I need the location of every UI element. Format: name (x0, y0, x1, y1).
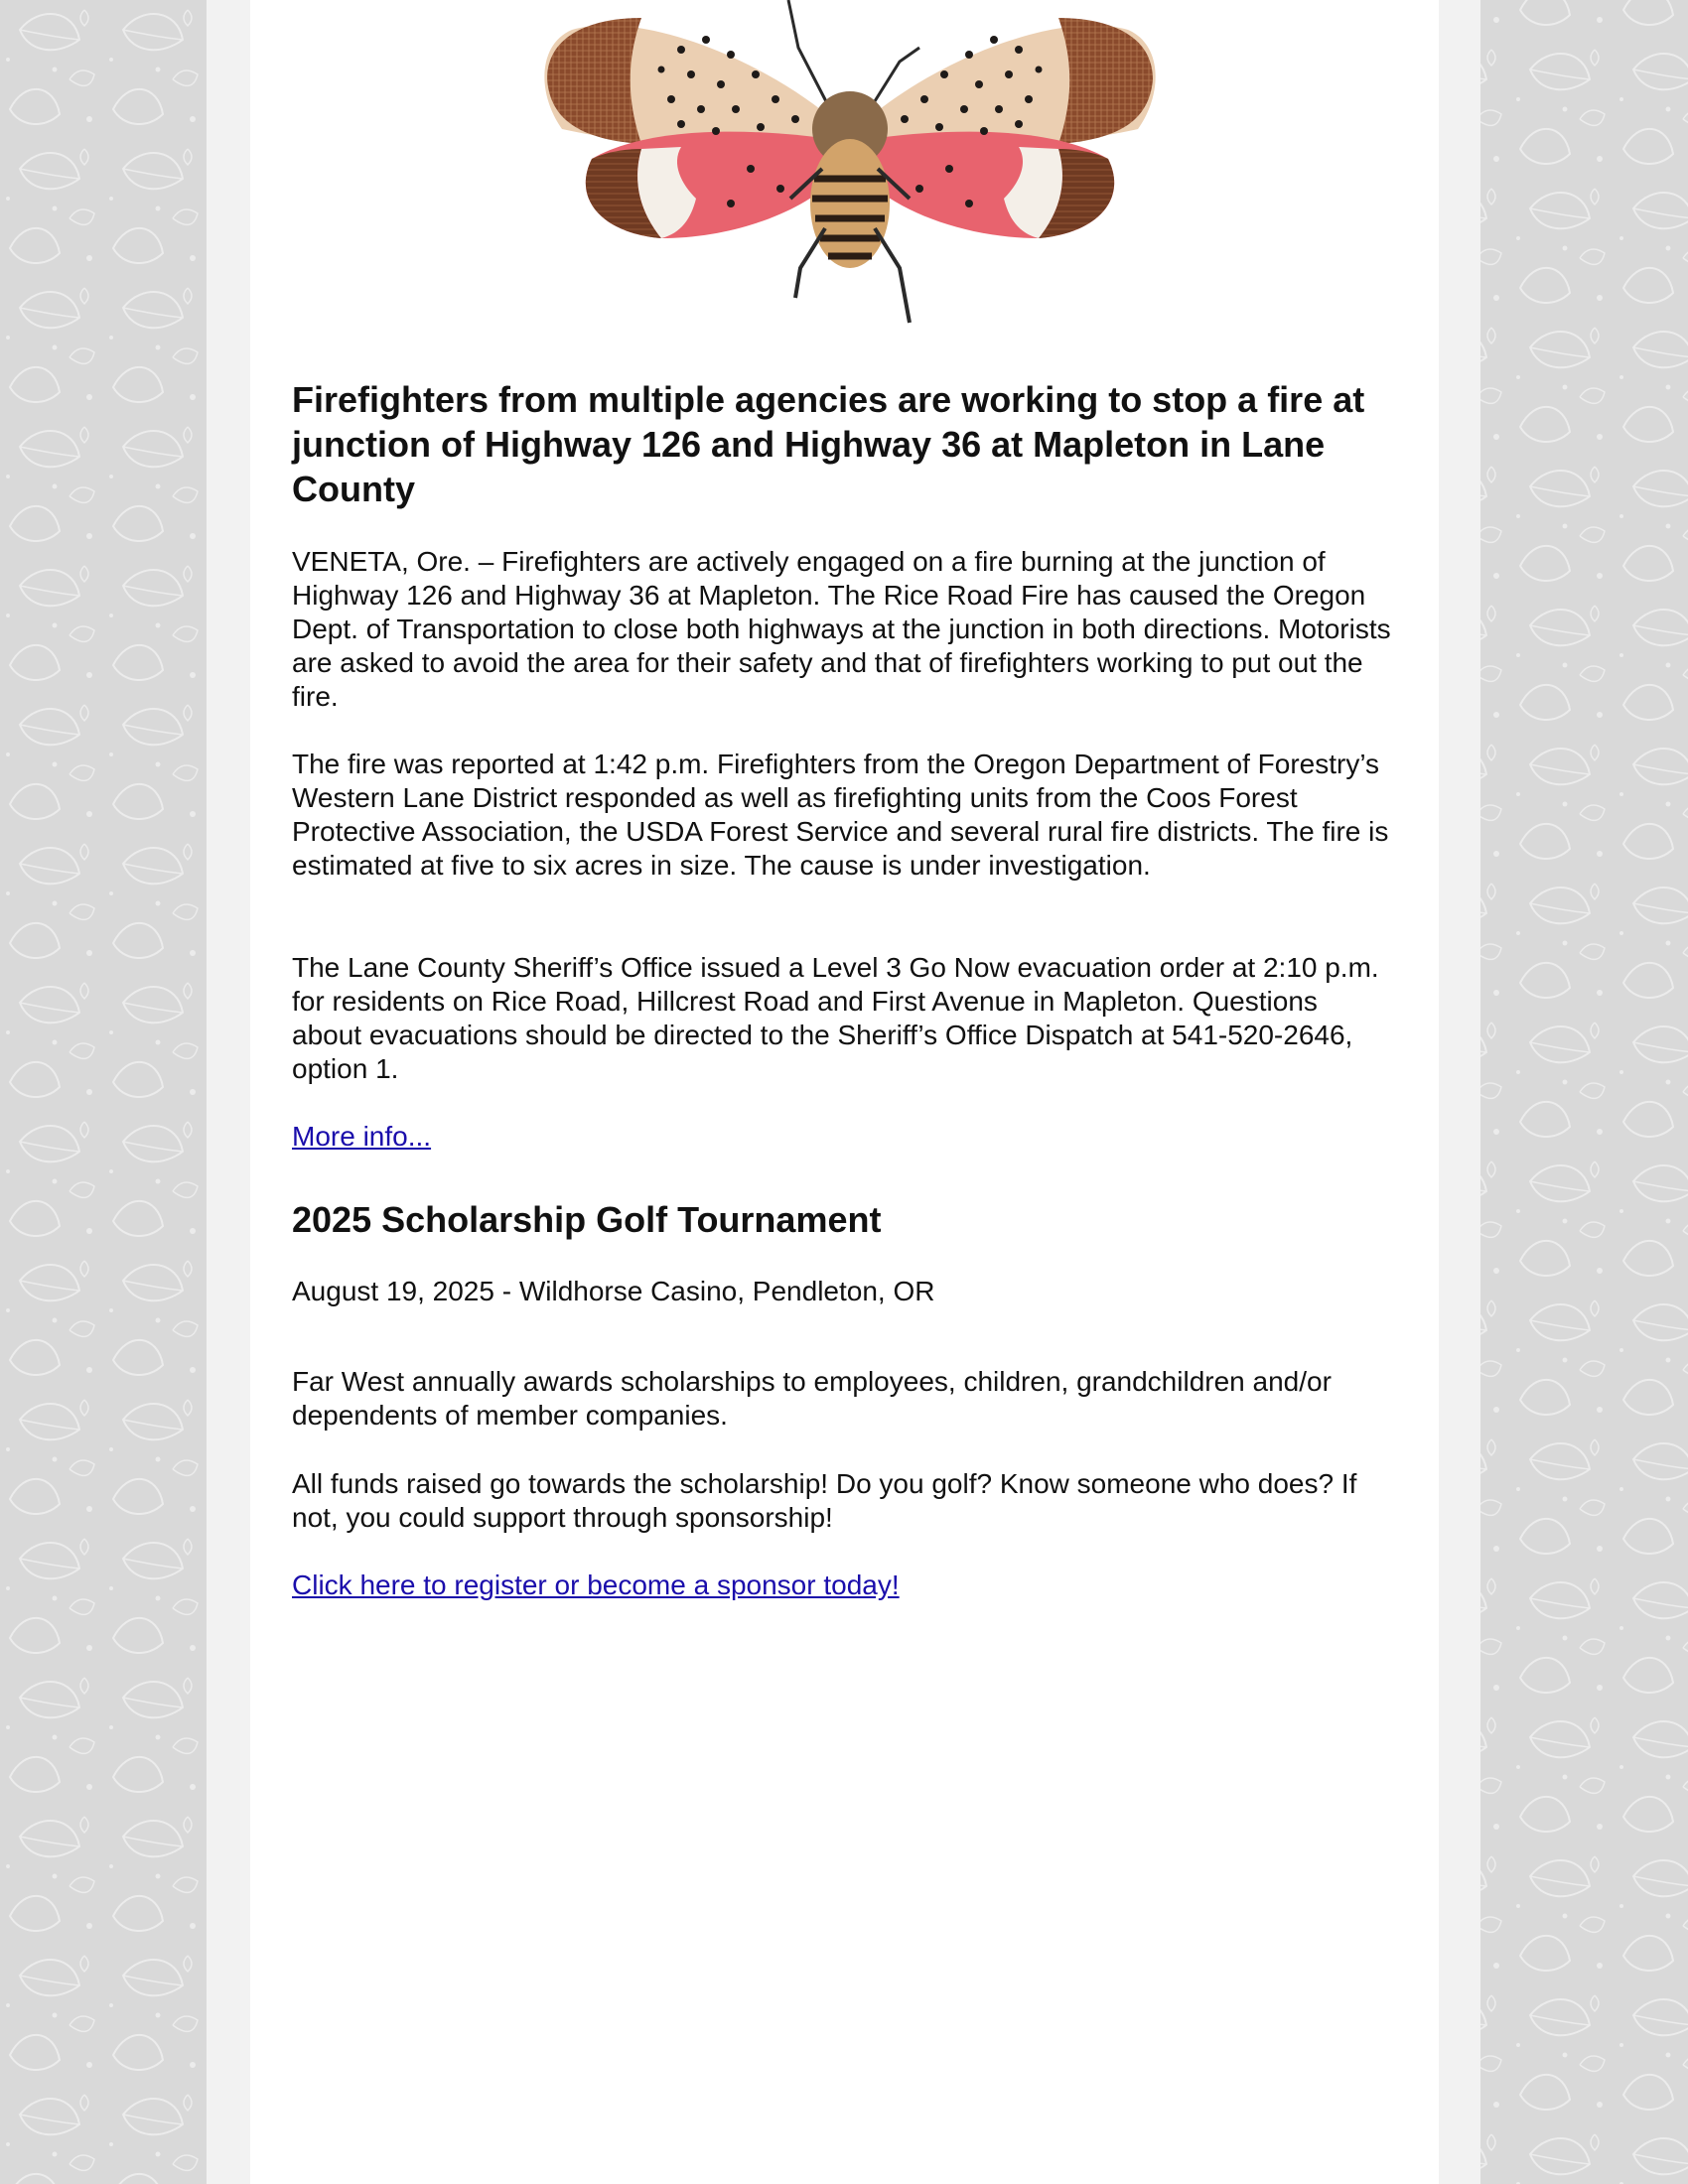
golf-tournament-headline: 2025 Scholarship Golf Tournament (292, 1199, 882, 1240)
golf-paragraph: All funds raised go towards the scholarship! Do you golf? Know someone who does? If not, you could support through sponsorship! (292, 1468, 1357, 1533)
golf-event-date-location: August 19, 2025 - Wildhorse Casino, Pendleton, OR (292, 1276, 935, 1306)
fire-article-paragraph: The fire was reported at 1:42 p.m. Firefighters from the Oregon Department of Forestry’s Western Lane District responded as well as firefighting units from the Coos Forest Protective Association, the USDA Forest Service and several rural fire districts. The fire is estimated at five to six acres in size. The cause is under investigation. (292, 749, 1389, 881)
leaf-pattern (1480, 0, 1688, 2184)
fire-article-paragraph: The Lane County Sheriff’s Office issued a Level 3 Go Now evacuation order at 2:10 p.m. for residents on Rice Road, Hillcrest Road and First Avenue in Mapleton. Questions about evacuations should be directed to the Sheriff’s Office Dispatch at 541-520-2646, option 1. (292, 952, 1379, 1084)
fire-article-headline: Firefighters from multiple agencies are working to stop a fire at junction of Highway 126 and Highway 36 at Mapleton in Lane County (292, 379, 1365, 509)
left-gutter (207, 0, 250, 2184)
newsletter-content (250, 0, 1439, 2184)
more-info-link[interactable]: More info... (292, 1121, 432, 1152)
leaf-pattern (0, 0, 207, 2184)
fire-article-paragraph: VENETA, Ore. – Firefighters are actively engaged on a fire burning at the junction of Highway 126 and Highway 36 at Mapleton. The Rice Road Fire has caused the Oregon Dept. of Transportation to close both highways at the junction in both directions. Motorists are asked to avoid the area for their safety and that of firefighters working to put out the fire. (292, 546, 1391, 712)
register-sponsor-link[interactable]: Click here to register or become a sponsor today! (292, 1570, 900, 1600)
decorative-side-pattern-right (1480, 0, 1688, 2184)
decorative-side-pattern-left (0, 0, 207, 2184)
lanternfly-image (532, 0, 1168, 333)
golf-paragraph: Far West annually awards scholarships to employees, children, grandchildren and/or dependents of member companies. (292, 1366, 1332, 1431)
right-gutter (1439, 0, 1480, 2184)
